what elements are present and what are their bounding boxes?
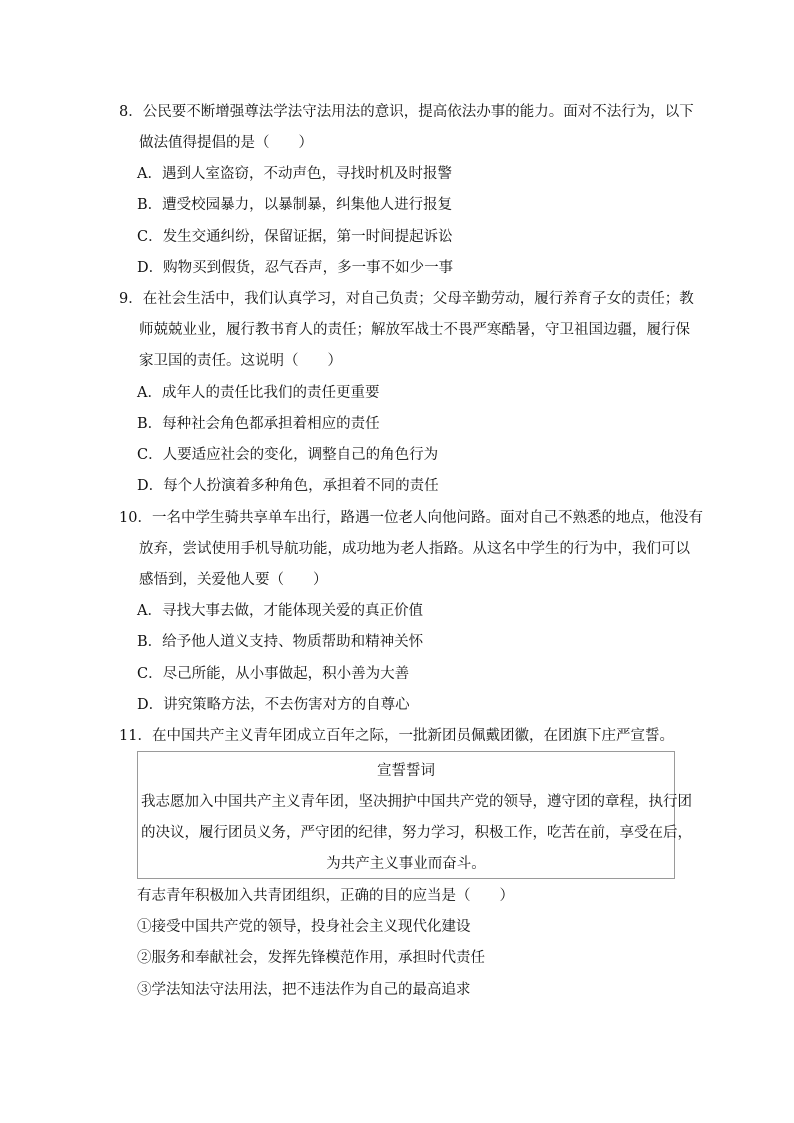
- q9-option-c: C．人要适应社会的变化，调整自己的角色行为: [137, 447, 439, 463]
- oath-box: [137, 751, 692, 879]
- q9-option-b: B．每种社会角色都承担着相应的责任: [137, 416, 380, 432]
- q10-option-a: A．寻找大事去做，才能体现关爱的真正价值: [137, 603, 423, 619]
- q9-stem-cont-1: 师兢兢业业，履行教书育人的责任；解放军战士不畏严寒酷暑，守卫祖国边疆，履行保: [139, 322, 690, 338]
- oath-line-3: 为共产主义事业而奋斗。: [326, 856, 486, 872]
- oath-line-1: 我志愿加入中国共产主义青年团，坚决拥护中国共产党的领导，遵守团的章程，执行团: [141, 794, 692, 810]
- q11-question: 有志青年积极加入共青团组织，正确的目的应当是（ ）: [137, 888, 514, 904]
- q9-option-a: A．成年人的责任比我们的责任更重要: [137, 385, 380, 401]
- q8-option-a: A．遇到人室盗窃，不动声色，寻找时机及时报警: [137, 166, 452, 182]
- oath-title: 宣誓誓词: [377, 763, 435, 779]
- q11-item-1: ①接受中国共产党的领导，投身社会主义现代化建设: [137, 919, 471, 935]
- q10-option-d: D．讲究策略方法，不去伤害对方的自尊心: [137, 697, 410, 713]
- q8-option-c: C．发生交通纠纷，保留证据，第一时间提起诉讼: [137, 229, 453, 245]
- q11-stem: 11．在中国共产主义青年团成立百年之际，一批新团员佩戴团徽，在团旗下庄严宣誓。: [119, 728, 674, 744]
- q9-stem: 9．在社会生活中，我们认真学习，对自己负责；父母辛勤劳动，履行养育子女的责任；教: [119, 291, 694, 307]
- oath-line-2: 的决议，履行团员义务，严守团的纪律，努力学习，积极工作，吃苦在前，享受在后，: [141, 825, 692, 841]
- q10-stem-cont-1: 放弃，尝试使用手机导航功能，成功地为老人指路。从这名中学生的行为中，我们可以: [139, 541, 690, 557]
- q8-option-d: D．购物买到假货，忍气吞声，多一事不如少一事: [137, 260, 454, 276]
- q10-stem-cont-2: 感悟到，关爱他人要（ ）: [139, 572, 328, 588]
- q11-item-2: ②服务和奉献社会，发挥先锋模范作用，承担时代责任: [137, 950, 485, 966]
- q11-item-3: ③学法知法守法用法，把不违法作为自己的最高追求: [137, 982, 471, 998]
- q9-option-d: D．每个人扮演着多种角色，承担着不同的责任: [137, 478, 439, 494]
- q8-stem: 8．公民要不断增强尊法学法守法用法的意识，提高依法办事的能力。面对不法行为，以下: [119, 104, 694, 120]
- q10-stem: 10．一名中学生骑共享单车出行，路遇一位老人向他问路。面对自己不熟悉的地点，他没有: [119, 510, 703, 526]
- q9-stem-cont-2: 家卫国的责任。这说明（ ）: [139, 353, 342, 369]
- q10-option-c: C．尽己所能，从小事做起，积小善为大善: [137, 666, 410, 682]
- q8-stem-cont: 做法值得提倡的是（ ）: [139, 135, 313, 151]
- q10-option-b: B．给予他人道义支持、物质帮助和精神关怀: [137, 634, 424, 650]
- q8-option-b: B．遭受校园暴力，以暴制暴，纠集他人进行报复: [137, 197, 453, 213]
